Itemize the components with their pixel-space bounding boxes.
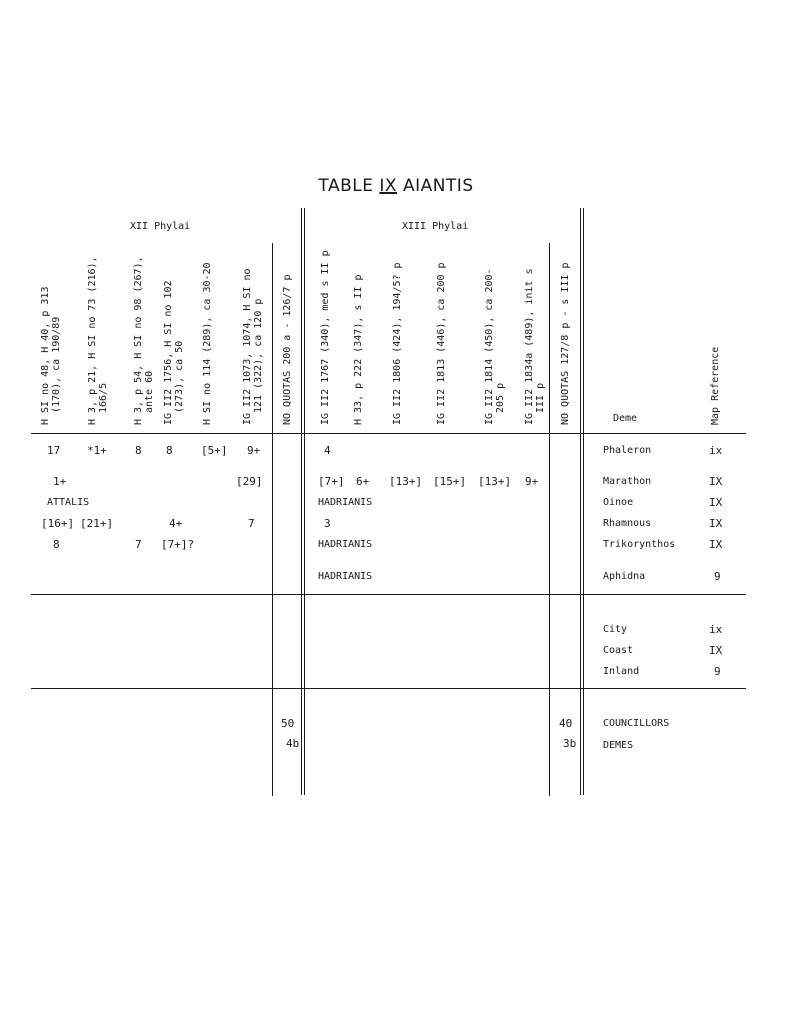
rule-vertical-double (301, 208, 302, 795)
cell-marathon-c12: [13+] (478, 475, 512, 488)
cell-phaleron-c1: 17 (47, 444, 61, 457)
col-header-10: IG II2 1806 (424), 194/5? p (392, 262, 403, 425)
deme-rhamnous: Rhamnous (603, 518, 652, 529)
rule-vertical-double (304, 208, 305, 795)
cell-rhamnous-c2: [21+] (80, 517, 114, 530)
group-xii-phylai: XII Phylai (130, 221, 191, 232)
deme-marathon: Marathon (603, 476, 652, 487)
cell-rhamnous-c8: 3 (324, 517, 331, 530)
councillors-xiii: 40 (559, 717, 573, 730)
region-coast: Coast (603, 645, 634, 656)
rule-vertical (272, 243, 273, 796)
cell-rhamnous-c6: 7 (248, 517, 255, 530)
map-rhamnous: IX (709, 517, 723, 530)
map-city: ix (709, 623, 723, 636)
page-title (0, 176, 792, 196)
rule-horizontal (31, 433, 746, 434)
demes-xiii-value: 3b (563, 737, 577, 750)
map-trikorynthos: IX (709, 538, 723, 551)
map-inland: 9 (714, 665, 721, 678)
cell-phaleron-c8: 4 (324, 444, 331, 457)
deme-oinoe: Oinoe (603, 497, 634, 508)
map-marathon: IX (709, 475, 723, 488)
cell-marathon-c13: 9+ (525, 475, 539, 488)
cell-marathon-c9: 6+ (356, 475, 370, 488)
title-prefix: TABLE (318, 176, 374, 196)
col-header-12: IG II2 1814 (450), ca 200- 205 p (484, 268, 506, 425)
cell-rhamnous-c4: 4+ (169, 517, 183, 530)
cell-phaleron-c2: *1+ (87, 444, 107, 457)
cell-rhamnous-c1: [16+] (41, 517, 75, 530)
title-name: AIANTIS (402, 176, 474, 196)
cell-marathon-c10: [13+] (389, 475, 423, 488)
cell-phaleron-c6: 9+ (247, 444, 261, 457)
cell-phaleron-c3: 8 (135, 444, 142, 457)
col-header-4: IG II2 1756, H SI no 102 (273), ca 50 (163, 280, 185, 425)
cell-phaleron-c5: [5+] (201, 444, 228, 457)
cell-oinoe-hadrianis: HADRIANIS (318, 497, 373, 508)
region-inland: Inland (603, 666, 640, 677)
deme-phaleron: Phaleron (603, 445, 652, 456)
cell-marathon-c1: 1+ (53, 475, 67, 488)
col-header-8: IG II2 1767 (340), med s II p (320, 250, 331, 425)
col-header-14: NO QUOTAS 127/8 p - s III p (560, 262, 571, 425)
cell-marathon-c11: [15+] (433, 475, 467, 488)
cell-aphidna-hadrianis: HADRIANIS (318, 571, 373, 582)
rule-horizontal (31, 688, 746, 689)
map-phaleron: ix (709, 444, 723, 457)
cell-trikorynthos-c4: [7+]? (161, 538, 195, 551)
col-header-11: IG II2 1813 (446), ca 200 p (436, 262, 447, 425)
region-city: City (603, 624, 628, 635)
col-header-deme: Deme (613, 413, 638, 424)
col-header-map-reference: Map Reference (710, 346, 721, 425)
title-roman: IX (379, 176, 398, 196)
demes-xii (286, 737, 299, 750)
col-header-7: NO QUOTAS 200 a - 126/7 p (282, 274, 293, 425)
demes-xii-value: 4b (286, 737, 300, 750)
cell-marathon-c8: [7+] (318, 475, 345, 488)
col-header-2: H 3, p 21, H SI no 73 (216), 166/5 (87, 256, 109, 425)
cell-marathon-c6: [29] (236, 475, 263, 488)
col-header-9: H 33, p 222 (347), s II p (353, 274, 364, 425)
col-header-5: H SI no 114 (289), ca 30-20 (202, 262, 213, 425)
map-coast: IX (709, 644, 723, 657)
councillors-label: COUNCILLORS (603, 718, 670, 729)
col-header-13: IG II2 1834a (489), init s III p (524, 268, 546, 425)
demes-label: DEMES (603, 740, 634, 751)
rule-vertical-double (583, 208, 584, 795)
map-oinoe: IX (709, 496, 723, 509)
demes-xiii (563, 737, 576, 750)
cell-trikorynthos-c1: 8 (53, 538, 60, 551)
cell-trikorynthos-hadrianis: HADRIANIS (318, 539, 373, 550)
rule-vertical (549, 243, 550, 796)
col-header-3: H 3, p 54, H SI no 98 (267), ante 60 (133, 256, 155, 425)
cell-oinoe-attalis: ATTALIS (47, 497, 90, 508)
rule-horizontal (31, 594, 746, 595)
col-header-6: IG II2 1073, 1074, H SI no 121 (322), ca 120 p (242, 268, 264, 425)
rule-vertical-double (580, 208, 581, 795)
col-header-1: H SI no 48, H 40, p 313 (170), ca 190/89 (40, 286, 62, 425)
group-xiii-phylai: XIII Phylai (402, 221, 469, 232)
cell-phaleron-c4: 8 (166, 444, 173, 457)
cell-trikorynthos-c3: 7 (135, 538, 142, 551)
deme-aphidna: Aphidna (603, 571, 646, 582)
councillors-xii: 50 (281, 717, 295, 730)
map-aphidna: 9 (714, 570, 721, 583)
deme-trikorynthos: Trikorynthos (603, 539, 676, 550)
